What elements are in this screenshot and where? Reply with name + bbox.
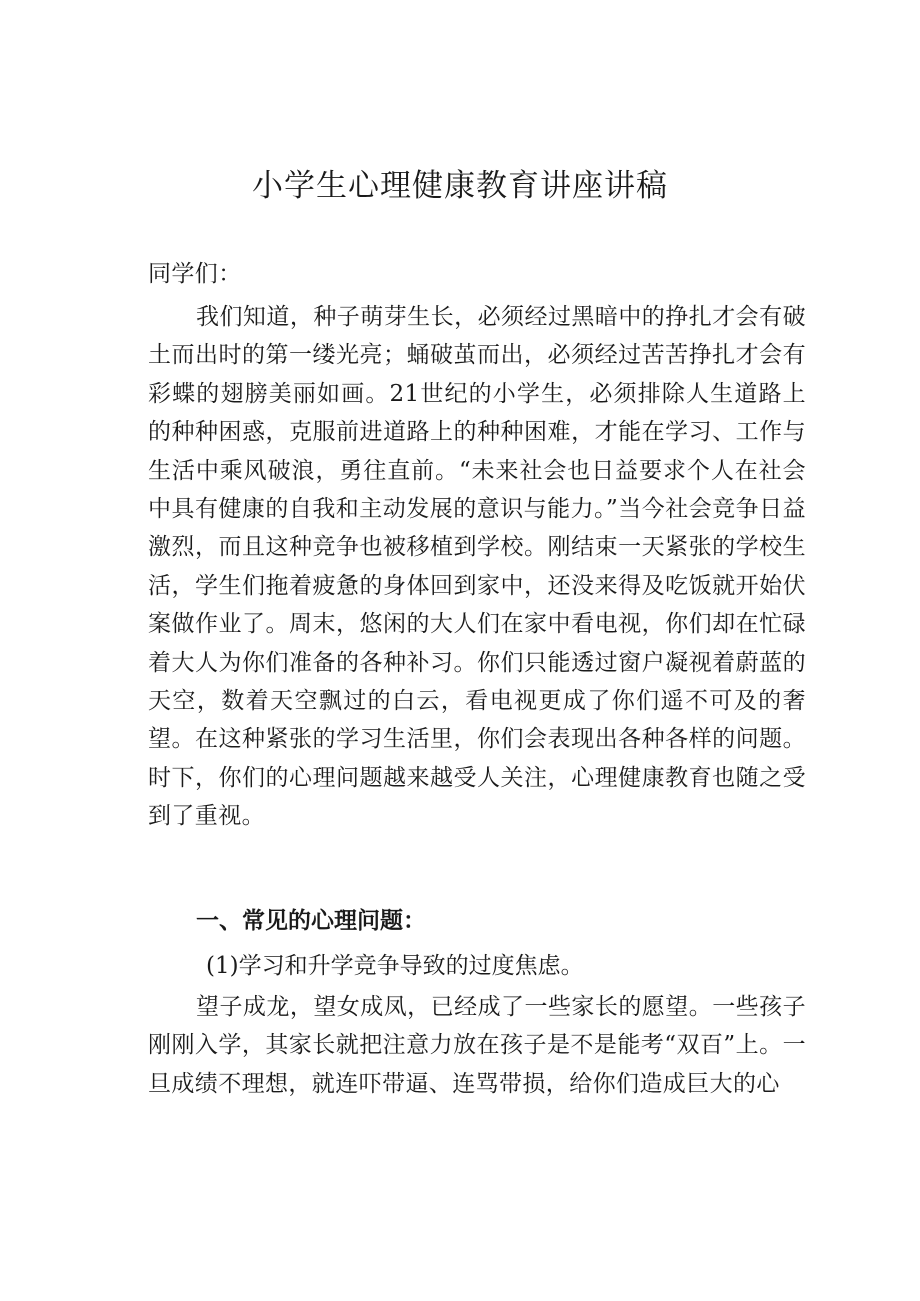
paragraph-anxiety: 望子成龙，望女成凤，已经成了一些家长的愿望。一些孩子刚刚入学，其家长就把注意力放在孩子是不是能考“双百”上。一旦成绩不理想，就连吓带逼、连骂带损，给你们造成巨大的心 — [148, 994, 806, 1097]
subsection-heading-anxiety: (1)学习和升学竞争导致的过度焦虑。 — [206, 953, 584, 979]
document-title: 小学生心理健康教育讲座讲稿 — [252, 168, 668, 204]
salutation: 同学们： — [148, 261, 242, 287]
section-heading-common-problems: 一、常见的心理问题： — [196, 908, 426, 934]
paragraph-intro: 我们知道，种子萌芽生长，必须经过黑暗中的挣扎才会有破土而出时的第一缕光亮；蛹破茧而出，必须经过苦苦挣扎才会有彩蝶的翅膀美丽如画。21世纪的小学生，必须排除人生道路上的种种困惑，克服前进道路上的种种困难，才能在学习、工作与生活中乘风破浪，勇往直前。“未来社会也日益要求个人在社会中具有健康的自我和主动发展的意识与能力。”当今社会竞争日益激烈，而且这种竞争也被移植到学校。刚结束一天紧张的学校生活，学生们拖着疲惫的身体回到家中，还没来得及吃饭就开始伏案做作业了。周末，悠闲的大人们在家中看电视，你们却在忙碌着大人为你们准备的各种补习。你们只能透过窗户凝视着蔚蓝的天空，数着天空飘过的白云，看电视更成了你们遥不可及的奢望。在这种紧张的学习生活里，你们会表现出各种各样的问题。时下，你们的心理问题越来越受人关注，心理健康教育也随之受到了重视。 — [148, 304, 806, 830]
